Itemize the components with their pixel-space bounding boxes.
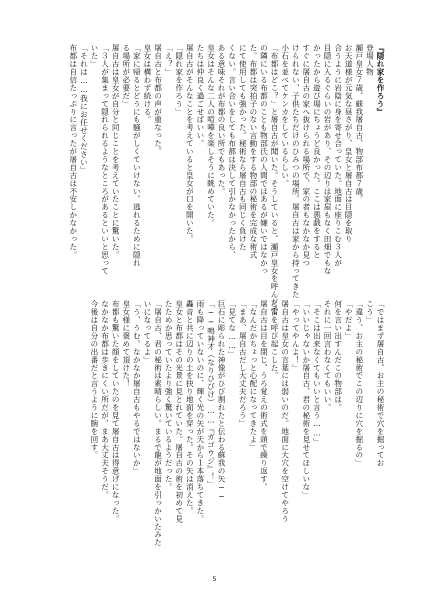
bottom-text-block (88, 300, 385, 547)
top-text-line: にて使用しても強かった。秘術なら屠自古も同じく負けた (238, 44, 248, 251)
top-text-line: けられない、子供たちだけのひみつの場所。屠自古は家から持ってきた (291, 44, 301, 299)
bottom-text-line: 屠自古は目を閉じ、うろ覚えの術式を頭で繰り返す。 (259, 300, 269, 491)
top-text-line: 登場人物 (365, 44, 375, 76)
top-text-line: くない。言い合いをしても布都は決して引かなかったから、 (227, 44, 237, 259)
bottom-text-line: 「やだよ」 (344, 300, 354, 340)
top-text-line: 「それは……我にお任せください」 (79, 44, 89, 174)
top-text-line: 合うように岩陰に身を寄せ合っていた。地面に座りこむ３人が (333, 44, 343, 267)
bottom-text-line: 今後は自分の出番だと言うように腕を回す。 (89, 300, 99, 459)
top-text-line: 瀬戸皇女７歳、蘇我屠自古、物部布都７歳。 (354, 44, 364, 203)
top-text-line: かったから遊び場にちょうど良かった。ここは悪戯をすると (312, 44, 322, 259)
top-text-line: 「隠れ家を作ろう」 (174, 44, 184, 116)
top-text-line: いた」 (89, 44, 99, 68)
bottom-text-line: 「見てな……」 (227, 300, 237, 359)
bottom-text-line: 「まあ、屠自古だし大丈夫だろう」 (238, 300, 248, 428)
bottom-text-line: 「屠自古、君の秘術は素晴らしい。まるで龍が地面を引っかいたみた (153, 300, 163, 547)
top-text-line: 目隠に入るぐらいの岩があり、その辺りは家屋もなく田畑でもな (323, 44, 333, 275)
bottom-text-line: 皇女と布都はその光景に見とれていた。屠自古の術を初めて見 (174, 300, 184, 523)
bottom-text-line: 皇女様に褒めて頂けた！ (121, 300, 131, 388)
top-text-line: た。布都は突拍子のない言動をする物部の秘術を完成な術式 (248, 44, 258, 259)
bottom-text-line: こう」 (365, 300, 375, 324)
top-text-line: 「３人が集まって隠れられるようなところがあるといいと思って (100, 44, 110, 275)
bottom-text-line: 「いいじゃないか屠自古、君の秘術を見せてほしいな」 (301, 300, 311, 499)
bottom-text-line: 「──鳴神才（なりひびけ）……『ガゴウジ』！」 (206, 300, 216, 489)
bottom-text-line: 「なんだかちょっと心配になってきたよ」 (248, 300, 258, 452)
top-text-line: ある意味それが布都の良い所でもあった。 (217, 44, 227, 196)
top-text-line: 布都は自信たっぷりに言ったが屠自古は不安しかなかった。 (68, 44, 78, 259)
top-text-line: お天道様が元気な昼さがり、皇女と屠自古は目隠を取り (344, 44, 354, 243)
bottom-text-line: 屠自古は皇女の言葉には弱いのだ。地面に大穴を空けてやろう (280, 300, 290, 523)
bottom-text-line: 「う、うむ。なかなか屠自古もやるではないか」 (132, 300, 142, 475)
top-text-line: 「え？」 (164, 44, 174, 76)
bottom-text-line: 布都も驚いた顔をしていたのを見て屠自古は得意げになった。 (111, 300, 121, 523)
bottom-text-line: 「ではまず屠自古、お主の秘術で穴を掘ってお (376, 300, 385, 467)
bottom-text-line: たためか思っていたより強く驚いているようだった。 (164, 300, 174, 491)
top-text-line: 皇女は構わず続ける。 (142, 44, 152, 124)
top-text-line: 小石を並べてケンカをしているらしい。 (280, 44, 290, 188)
top-text-line: すぐに屠自古の家へ抜けられる場所で、家の者もなかなか見つ (301, 44, 311, 267)
bottom-text-line: いになってるよ」 (142, 300, 152, 364)
top-text-line: 「布都はどこ？」と屠自古が聞いた。そうしていると、瀬戸皇女を呼んだで (270, 44, 280, 315)
top-text-line: 屠自古がそんなことを考えていると皇女が口を開いた。 (185, 44, 195, 243)
page-number: 5 (212, 575, 217, 583)
top-text-line: 「家に帰るとどうにも騒がしくていけない。逃れるために隠れ (132, 44, 142, 267)
bottom-text-line: 何を言い出すんだこの物部は。 (333, 300, 343, 412)
top-text-line: る場所が必要だ」 (121, 44, 131, 108)
top-text-line: 皇女はそんな二人の喧嘩を楽しそうに眺めていた。 (206, 44, 216, 227)
top-text-line: の隣にいる布都のことも物部氏の人間ではあるが嫌いではなかっ (259, 44, 269, 275)
story-title: 『隠れ家を作ろう』 (376, 44, 385, 116)
bottom-text-line: 雨も降っていないのに、輝く光の矢が天から１本落ちてきた。 (195, 300, 205, 523)
top-text-line: たちは仲良く過ごせばいい。 (195, 44, 205, 148)
bottom-text-line: と雷を呼び起こした。 (270, 300, 280, 380)
top-text-line: 屠自古と布都の声が重なった。 (153, 44, 163, 156)
bottom-text-line: 巨石に彫られた神像がひび割れたと伝わる蘇我の矢── (217, 300, 227, 502)
bottom-text-line: 轟音と共に辺りの土を抉り地面を穿った。その矢は消えた。 (185, 300, 195, 515)
bottom-text-line: なかなか布都は歩きにくい所だが、まあ大丈夫そうだ。 (100, 300, 110, 499)
top-text-line: 屠自古は皇女が自分と同じことを考えていたことに驚いた。 (111, 44, 121, 259)
bottom-text-line: 「やってやんよ！」 (291, 300, 301, 372)
bottom-text-line: 「そこは出来なくてもいいと言う……」 (312, 300, 322, 446)
bottom-text-line: それに一回言わなくてもいい。 (323, 300, 333, 412)
bottom-text-line: 「違う、お主の秘術でこの辺りに穴を掘るの」 (354, 300, 364, 467)
